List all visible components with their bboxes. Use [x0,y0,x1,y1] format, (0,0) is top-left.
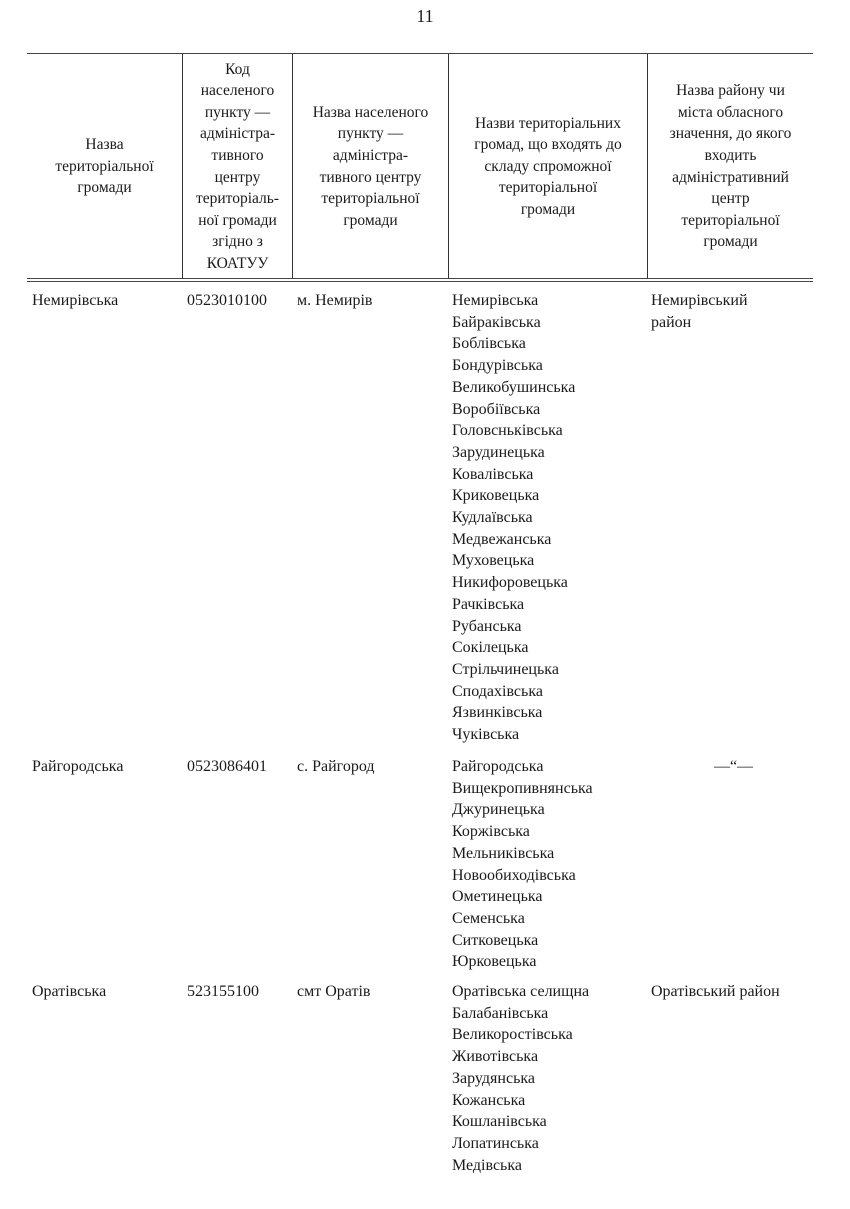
member-community: Чуківська [452,726,520,744]
member-community: Новообиходівська [452,866,576,884]
district-cell [651,290,816,333]
header-line: КОАТУУ [206,254,269,272]
header-line: Назва населеного [312,103,429,121]
member-community: Кудлаївська [452,509,533,527]
header-koatuu-code [183,54,292,279]
member-community: Медвежанська [452,530,552,548]
header-line: територіальної [55,157,154,175]
member-community: Криковецька [452,487,540,505]
member-community: Ковалівська [452,465,534,483]
header-line: складу спроможної [484,157,612,175]
member-community: Головсньківська [452,422,563,440]
header-line: громади [703,233,758,251]
header-line: центру [214,168,261,186]
header-line: адміністра- [199,125,276,143]
header-line: Код [225,60,250,78]
member-community: Ситковецька [452,931,539,949]
header-line: Назва району чи [676,82,785,100]
member-community: Мельниківська [452,844,555,862]
district-line: Немирівський [651,292,748,309]
member-community: Сокілецька [452,639,529,657]
header-line: тивного центру [319,168,422,186]
header-community-name [27,54,182,279]
header-line: входить [704,146,757,164]
member-community: Язвинківська [452,704,543,722]
member-community: Стрільчинецька [452,660,559,678]
district-cell [651,756,816,778]
koatuu-code: 0523086401 [187,758,267,775]
header-text [196,59,279,275]
member-community: Кожанська [452,1091,526,1109]
admin-center: с. Райгород [297,758,375,775]
member-community: Оратівська селищна [452,983,590,1000]
district-line: —“— [713,758,754,775]
member-community: Воробіївська [452,400,541,418]
header-text [474,113,622,221]
member-community: Вищекропивнянська [452,779,593,797]
member-community: Зарудянська [452,1069,535,1087]
member-community: Великобушинська [452,378,576,396]
member-community: Рубанська [452,617,522,635]
member-communities-list [452,756,593,973]
header-line: пункту — [204,103,271,121]
member-community: Сподахівська [452,682,543,700]
member-community: Великоростівська [452,1026,573,1044]
header-line: адміністративний [672,168,789,186]
member-community: Джуринецька [452,801,545,819]
member-community: Бондурівська [452,357,543,375]
member-community: Райгородська [452,758,544,775]
koatuu-code: 523155100 [187,983,259,1000]
header-admin-center [293,54,448,279]
header-line: згідно з [212,233,263,251]
header-line: міста обласного [677,103,784,121]
community-name: Оратівська [32,983,107,1000]
member-community: Боблівська [452,335,526,353]
member-community: Немирівська [452,292,539,309]
header-line: Назви територіальних [475,114,621,132]
district-cell [651,981,816,1003]
member-community: Зарудинецька [452,443,545,461]
member-community: Байраківська [452,313,541,331]
member-community: Медівська [452,1156,522,1174]
community-name: Райгородська [32,758,124,775]
header-line: Назва [85,136,124,154]
header-line: населеного [200,82,275,100]
member-community: Лопатинська [452,1134,539,1152]
member-community: Семенська [452,909,525,927]
koatuu-code: 0523010100 [187,292,267,309]
member-communities-list [452,290,575,746]
admin-center: м. Немирів [297,292,373,309]
header-line: громади [343,211,398,229]
page-number: 11 [416,6,434,26]
header-line: територіаль- [195,190,280,208]
header-line: центр [711,190,750,208]
header-line: пункту — [337,125,404,143]
member-community: Муховецька [452,552,535,570]
member-community: Никифоровецька [452,574,568,592]
member-community: Ометинецька [452,888,543,906]
admin-center: смт Оратів [297,983,371,1000]
member-community: Коржівська [452,823,530,841]
member-community: Животівська [452,1048,539,1066]
header-text [313,102,429,232]
district-line: район [651,313,692,331]
member-communities-list [452,981,589,1176]
header-line: територіальної [321,190,420,208]
header-line: територіальної [498,179,598,197]
member-community: Кошланівська [452,1113,547,1131]
header-line: адміністра- [332,146,409,164]
header-line: тивного [211,146,264,164]
community-name: Немирівська [32,292,119,309]
header-line: ної громади [198,211,277,229]
member-community: Юрковецька [452,953,537,971]
district-line: Оратівський район [651,983,780,1000]
header-line: територіальної [681,211,780,229]
member-community: Балабанівська [452,1004,549,1022]
header-line: громади [520,200,576,218]
member-community: Рачківська [452,595,525,613]
header-district [648,54,813,279]
header-text [55,134,153,199]
header-member-communities [449,54,647,279]
header-text [670,80,792,253]
header-line: значення, до якого [669,125,792,143]
header-line: громад, що входять до [474,136,622,154]
header-line: громади [77,179,132,197]
